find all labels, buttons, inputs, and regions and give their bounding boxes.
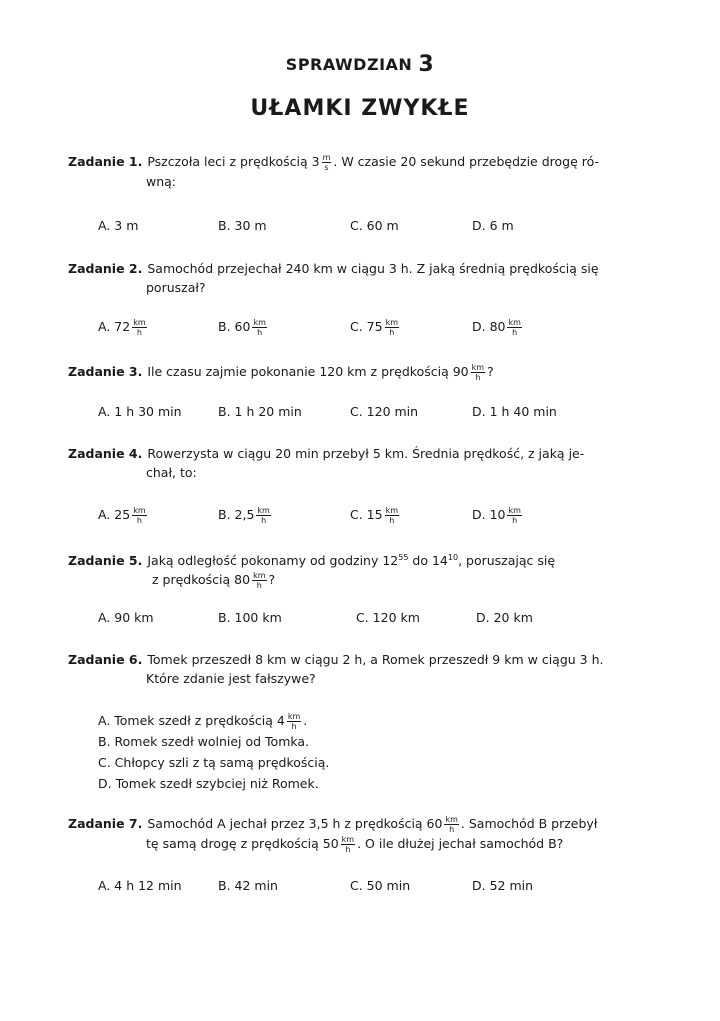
fraction-km-per-h: $\frac{km}{h}$ [471, 363, 485, 382]
task-text: Ile czasu zajmie pokonanie 120 km z prędkością 90 [147, 364, 469, 379]
task-label: Zadanie 2. [68, 261, 143, 276]
answer-option[interactable]: C. 15 $\frac{km}{h}$ [350, 506, 399, 525]
answer-option[interactable]: C. 60 m [350, 218, 399, 233]
task-7-options [98, 878, 658, 900]
answer-option[interactable]: A. 25 $\frac{km}{h}$ [98, 506, 146, 525]
worksheet-subtitle [0, 52, 720, 77]
fraction-km-per-h: $\frac{km}{h}$ [445, 815, 458, 834]
task-text: Samochód przejechał 240 km w ciągu 3 h. Z jaką średnią prędkością się [147, 261, 599, 276]
task-7: Zadanie 7. Samochód A jechał przez 3,5 h z prędkością 60 $\frac{km}{h}$ . Samochód B przebył tę samą drogę z prędkością 50 $\frac{km}{h}$ . O ile dłużej jechał samochód B? [68, 815, 598, 854]
task-2: Zadanie 2. Samochód przejechał 240 km w ciągu 3 h. Z jaką średnią prędkością się poruszał? [68, 261, 599, 295]
task-1-options [98, 218, 658, 240]
task-text: Tomek przeszedł 8 km w ciągu 2 h, a Romek przeszedł 9 km w ciągu 3 h. [147, 652, 604, 667]
answer-option[interactable]: D. 20 km [476, 610, 533, 625]
task-text: Samochód A jechał przez 3,5 h z prędkością 60 [147, 816, 443, 831]
answer-option[interactable]: C. 75 $\frac{km}{h}$ [350, 318, 399, 337]
task-2-options [98, 318, 658, 340]
task-label: Zadanie 7. [68, 816, 143, 831]
answer-option[interactable]: D. 80 $\frac{km}{h}$ [472, 318, 521, 337]
task-label: Zadanie 5. [68, 553, 143, 569]
task-1: Zadanie 1. Pszczoła leci z prędkością 3 $\frac{m}{s}$ . W czasie 20 sekund przebędzie drogę ró- wną: [68, 153, 600, 189]
answer-option[interactable]: C. 120 km [356, 610, 420, 625]
task-4-options [98, 506, 658, 528]
answer-option[interactable]: A. Tomek szedł z prędkością 4 $\frac{km}{h}$ . [98, 712, 308, 731]
subtitle-word: SPRAWDZIAN [285, 55, 413, 74]
answer-option[interactable]: D. Tomek szedł szybciej niż Romek. [98, 776, 319, 791]
answer-option[interactable]: A. 4 h 12 min [98, 878, 182, 893]
answer-option[interactable]: A. 1 h 30 min [98, 404, 182, 419]
answer-option[interactable]: D. 52 min [472, 878, 534, 893]
task-label: Zadanie 3. [68, 364, 143, 379]
task-3-options [98, 404, 658, 426]
task-5-options [98, 610, 658, 632]
answer-option[interactable]: D. 1 h 40 min [472, 404, 557, 419]
answer-option[interactable]: C. 50 min [350, 878, 411, 893]
task-6-statements [98, 710, 658, 794]
answer-option[interactable]: A. 72 $\frac{km}{h}$ [98, 318, 146, 337]
fraction-km-per-h: $\frac{km}{h}$ [341, 835, 355, 854]
task-text: Jaką odległość pokonamy od godziny 12 [147, 553, 399, 569]
answer-option[interactable]: D. 10 $\frac{km}{h}$ [472, 506, 521, 525]
task-6: Zadanie 6. Tomek przeszedł 8 km w ciągu 2 h, a Romek przeszedł 9 km w ciągu 3 h. Które zdanie jest fałszywe? [68, 652, 604, 686]
fraction-m-per-s: $\frac{m}{s}$ [322, 153, 331, 172]
answer-option[interactable]: B. 1 h 20 min [218, 404, 302, 419]
fraction-km-per-h: $\frac{km}{h}$ [253, 571, 266, 591]
answer-option[interactable]: B. 60 $\frac{km}{h}$ [218, 318, 266, 337]
answer-option[interactable]: C. Chłopcy szli z tą samą prędkością. [98, 755, 330, 770]
worksheet-title: UŁAMKI ZWYKŁE [250, 96, 470, 121]
answer-option[interactable]: B. Romek szedł wolniej od Tomka. [98, 734, 310, 749]
answer-option[interactable]: B. 42 min [218, 878, 278, 893]
answer-option[interactable]: B. 30 m [218, 218, 267, 233]
answer-option[interactable]: A. 90 km [98, 610, 154, 625]
task-3: Zadanie 3. Ile czasu zajmie pokonanie 120 km z prędkością 90 $\frac{km}{h}$ ? [68, 363, 494, 382]
task-label: Zadanie 4. [68, 446, 143, 461]
answer-option[interactable]: C. 120 min [350, 404, 419, 419]
answer-option[interactable]: B. 2,5 $\frac{km}{h}$ [218, 506, 270, 525]
task-5: Zadanie 5. Jaką odległość pokonamy od godziny $12^{55}$ do $14^{10}$, poruszając się z prędkością 80 $\frac{km}{h}$ ? [68, 553, 556, 591]
answer-option[interactable]: A. 3 m [98, 218, 139, 233]
answer-option[interactable]: D. 6 m [472, 218, 514, 233]
task-text: Pszczoła leci z prędkością 3 [147, 154, 320, 169]
answer-option[interactable]: B. 100 km [218, 610, 282, 625]
task-label: Zadanie 1. [68, 154, 143, 169]
task-text: Rowerzysta w ciągu 20 min przebył 5 km. Średnia prędkość, z jaką je- [147, 446, 585, 461]
task-label: Zadanie 6. [68, 652, 143, 667]
task-4: Zadanie 4. Rowerzysta w ciągu 20 min przebył 5 km. Średnia prędkość, z jaką je- chał, to: [68, 446, 585, 480]
subtitle-number: 3 [418, 52, 435, 77]
